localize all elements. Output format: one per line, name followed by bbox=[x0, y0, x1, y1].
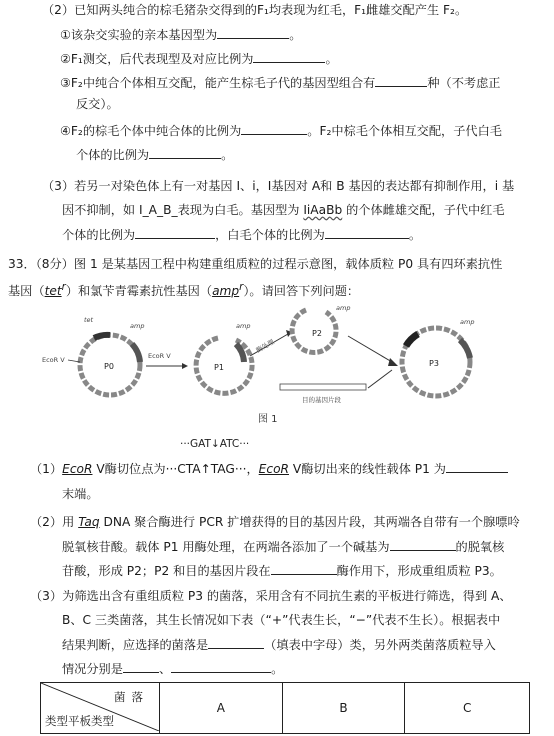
p2-label: P2 bbox=[312, 329, 322, 338]
q33-line2: 基因（tet$^r$）和氯苄青霉素抗性基因（amp$^r$）。请回答下列问题： bbox=[8, 282, 360, 299]
p0-label: P0 bbox=[104, 362, 114, 371]
arrow-fragment-p3 bbox=[368, 370, 392, 388]
ecor-v-label-2: EcoR V bbox=[148, 352, 171, 360]
q33-sub3-line3: 结果判断，应选择的菌落是 （填表中字母）类，另外两类菌落质粒导入 bbox=[62, 638, 496, 652]
q33-line1: 33．（8分）图 1 是某基因工程中构建重组质粒的过程示意图，载体质粒 P0 具有四环素抗性 bbox=[8, 257, 503, 271]
fragment-label: 目的基因片段 bbox=[302, 396, 341, 404]
inserted-gene-segment bbox=[406, 334, 418, 346]
amp-label: amp bbox=[460, 318, 475, 326]
answer-blank[interactable] bbox=[241, 122, 307, 135]
header-colony: 菌落 bbox=[114, 690, 149, 704]
q2-item3: ③F₂中纯合个体相互交配，能产生棕毛子代的基因型组合有 种（不考虑正 bbox=[60, 76, 501, 90]
q2-item1: ①该杂交实验的亲本基因型为 。 bbox=[60, 28, 302, 42]
q33-sub2-line2: 脱氧核苷酸。载体 P1 用酶处理，在两端各添加了一个碱基为 的脱氧核 bbox=[62, 540, 505, 554]
column-header-c: C bbox=[405, 683, 530, 734]
q2-item2: ②F₁测交，后代表现型及对应比例为 。 bbox=[60, 52, 338, 66]
target-gene-fragment bbox=[280, 384, 366, 390]
cut-site-sequence: ···GAT↓ATC··· bbox=[180, 438, 250, 450]
tet-gene-segment bbox=[94, 335, 110, 338]
header-plate-type: 类型平板类型 bbox=[45, 714, 114, 728]
q2-item4-cont: 个体的比例为 。 bbox=[76, 148, 234, 162]
answer-blank[interactable] bbox=[271, 562, 337, 575]
q3-line2: 因不抑制，如 I_A_B_表现为白毛。基因型为 IiAaBb 的个体雌雄交配，子代中红毛 bbox=[62, 203, 505, 217]
q33-sub3-line4: 情况分别是 、 。 bbox=[62, 662, 284, 676]
plasmid-ring-open bbox=[196, 338, 252, 393]
q33-sub2: （2）用 Taq DNA 聚合酶进行 PCR 扩增获得的目的基因片段，其两端各自带有一个腺嘌呤 bbox=[30, 515, 520, 529]
q2-item3-cont: 反交）。 bbox=[76, 97, 119, 111]
enzyme-treatment-label: 酶处理 bbox=[254, 337, 276, 355]
answer-blank[interactable] bbox=[149, 146, 221, 159]
answer-blank[interactable] bbox=[446, 460, 508, 473]
q33-sub1-cont: 末端。 bbox=[62, 487, 99, 501]
answer-blank[interactable] bbox=[208, 636, 264, 649]
figure-caption: 图 1 bbox=[258, 414, 278, 425]
q33-sub2-line3: 苷酸，形成 P2；P2 和目的基因片段在 酶作用下，形成重组质粒 P3。 bbox=[62, 564, 502, 578]
plasmid-p1 bbox=[196, 322, 252, 393]
arrow-head bbox=[182, 363, 188, 369]
amp-label: amp bbox=[236, 322, 251, 330]
amp-label: amp bbox=[130, 322, 145, 330]
plasmid-construction-figure bbox=[40, 300, 520, 435]
plasmid-p3 bbox=[402, 318, 474, 396]
colony-table bbox=[40, 682, 530, 734]
p1-label: P1 bbox=[214, 363, 224, 372]
answer-blank[interactable] bbox=[253, 50, 325, 63]
answer-blank[interactable] bbox=[123, 660, 159, 673]
answer-blank[interactable] bbox=[135, 226, 215, 239]
amp-gene-segment bbox=[132, 344, 140, 362]
column-header-a: A bbox=[160, 683, 283, 734]
plasmid-p0 bbox=[42, 316, 144, 395]
arrow-p2-p3 bbox=[348, 336, 392, 362]
q2-stem: （2）已知两头纯合的棕毛猪杂交得到的F₁均表现为红毛，F₁雌雄交配产生 F₂。 bbox=[42, 3, 468, 17]
plasmid-p2 bbox=[292, 304, 350, 352]
answer-blank[interactable] bbox=[390, 538, 456, 551]
p3-label: P3 bbox=[429, 359, 439, 368]
amp-gene-segment bbox=[460, 340, 470, 358]
q3-line1: （3）若另一对染色体上有一对基因 I、i，I基因对 A和 B 基因的表达都有抑制作用，i 基 bbox=[42, 179, 515, 193]
table-corner-header bbox=[41, 683, 160, 734]
column-header-b: B bbox=[282, 683, 405, 734]
q33-sub3-line2: B、C 三类菌落，其生长情况如下表（“+”代表生长，“−”代表不生长）。根据表中 bbox=[62, 613, 501, 627]
answer-blank[interactable] bbox=[375, 74, 427, 87]
arrow-head bbox=[388, 358, 398, 366]
q2-item4: ④F₂的棕毛个体中纯合体的比例为 。F₂中棕毛个体相互交配，子代白毛 bbox=[60, 124, 502, 138]
q33-sub1: （1）EcoR V酶切位点为···CTA↑TAG···，EcoR V酶切出来的线性载体 P1 为 bbox=[30, 460, 508, 477]
q3-line3: 个体的比例为 ，白毛个体的比例为 。 bbox=[62, 228, 421, 242]
table-row bbox=[41, 683, 530, 734]
q33-sub3: （3）为筛选出含有重组质粒 P3 的菌落，采用含有不同抗生素的平板进行筛选，得到 A、 bbox=[30, 589, 512, 603]
answer-blank[interactable] bbox=[217, 26, 289, 39]
answer-blank[interactable] bbox=[325, 226, 409, 239]
answer-blank[interactable] bbox=[171, 660, 271, 673]
tet-label: tet bbox=[84, 316, 94, 324]
ecor-v-label: EcoR V bbox=[42, 356, 65, 364]
amp-label: amp bbox=[336, 304, 351, 312]
